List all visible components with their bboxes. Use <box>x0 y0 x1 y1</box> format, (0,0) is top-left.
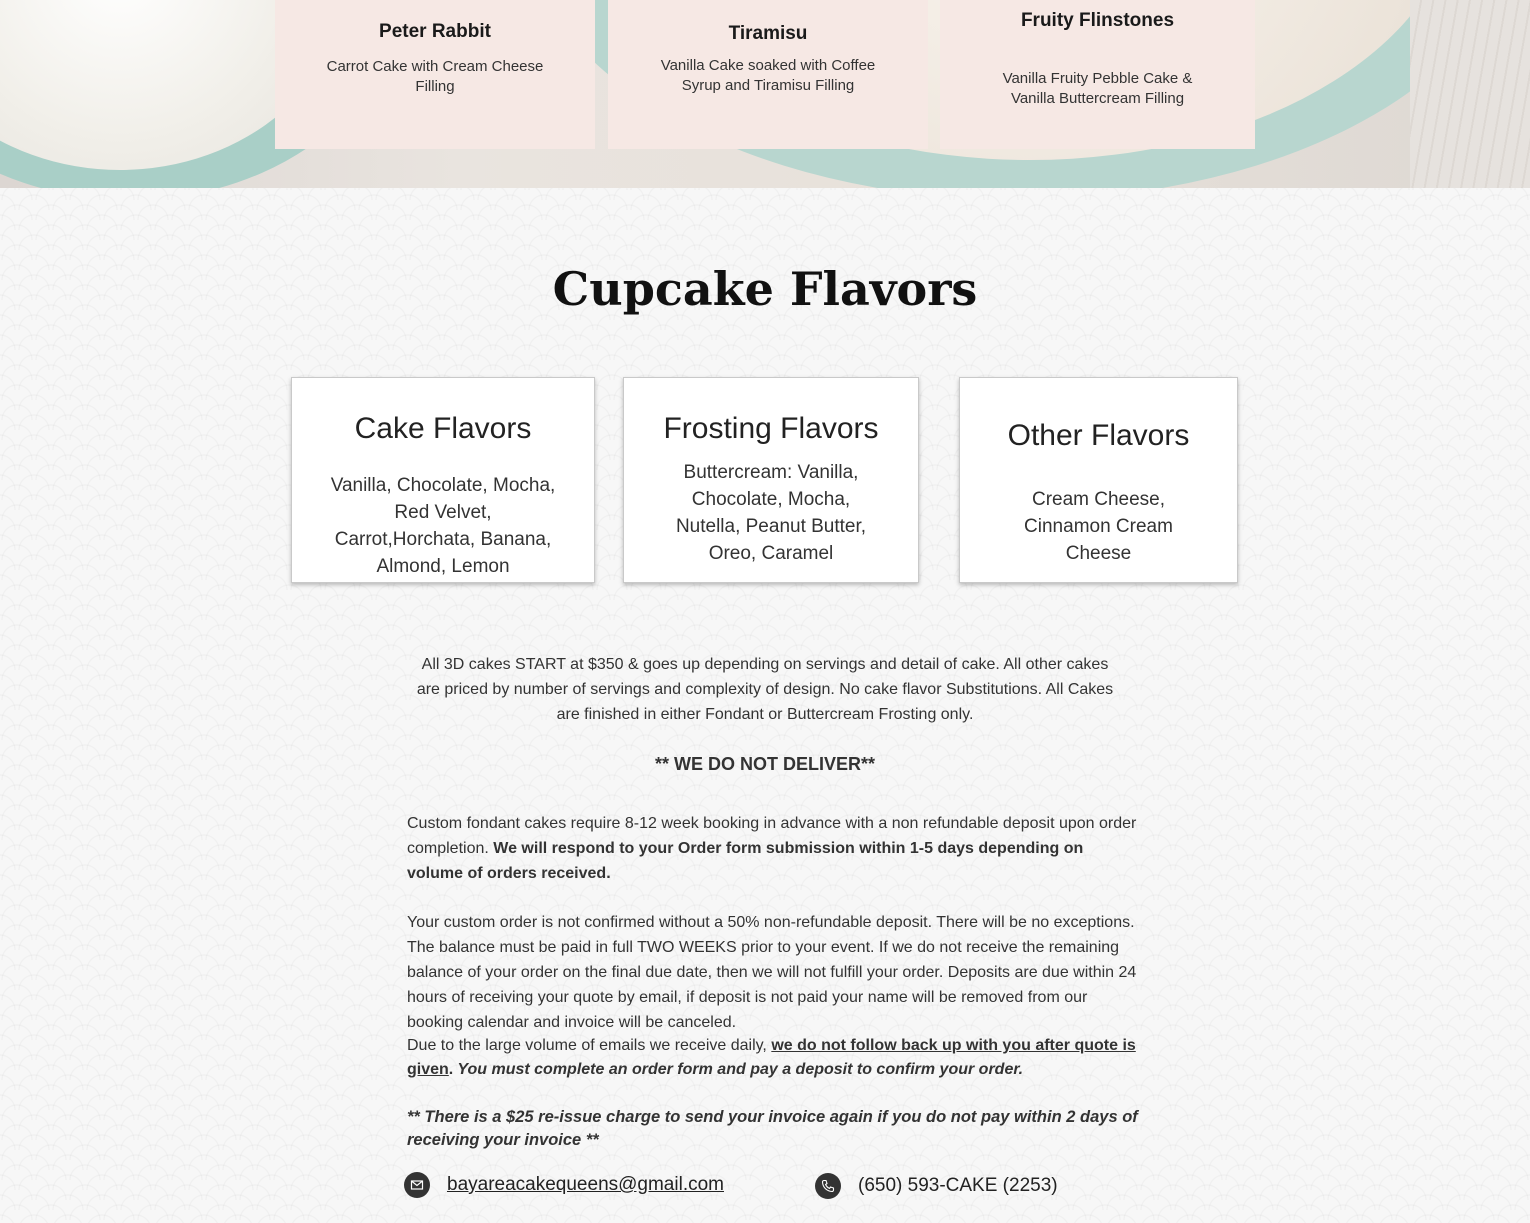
flavor-box-cake <box>291 377 595 583</box>
cake-card-fruity-flinstones <box>940 0 1255 149</box>
cake-card-description: Vanilla Cake soaked with Coffee Syrup and Tiramisu Filling <box>660 57 876 94</box>
email-link[interactable]: bayareacakequeens@gmail.com <box>447 1174 724 1195</box>
no-delivery-notice: ** WE DO NOT DELIVER** <box>654 754 876 774</box>
flavor-box-text: Buttercream: Vanilla, Chocolate, Mocha, Nutella, Peanut Butter, Oreo, Caramel <box>675 462 867 564</box>
followup-period: . <box>448 1061 454 1078</box>
booking-response-text: We will respond to your Order form submission within 1-5 days depending on volume of orders received. <box>407 840 1084 882</box>
cake-card-title: Fruity Flinstones <box>1020 10 1175 31</box>
deposit-paragraph: Your custom order is not confirmed without a 50% non-refundable deposit. There will be no exceptions. The balance must be paid in full TWO WEEKS prior to your event. If we do not receive the remaining balance of your order on the final due date, then we will not fulfill your order. Deposits are due within 24 hours of receiving your quote by email, if deposit is not paid your name will be removed from our booking calendar and invoice will be canceled. <box>407 914 1137 1031</box>
flavor-box-title: Other Flavors <box>1007 419 1190 452</box>
wood-surface <box>1410 0 1530 188</box>
section-title: Cupcake Flavors <box>552 262 978 316</box>
followup-paragraph <box>407 1034 1142 1082</box>
followup-text: Due to the large volume of emails we receive daily, <box>407 1037 772 1054</box>
cake-card-tiramisu <box>608 0 928 149</box>
booking-text: Custom fondant cakes require 8-12 week booking in advance with a non refundable deposit upon order completion. <box>407 815 1137 857</box>
flavor-box-text: Vanilla, Chocolate, Mocha, Red Velvet, Carrot,Horchata, Banana, Almond, Lemon <box>330 475 556 577</box>
followup-underlined: we do not follow back up with you after quote is given <box>407 1037 1136 1078</box>
booking-paragraph <box>407 811 1142 886</box>
flavor-box-title: Cake Flavors <box>354 412 532 445</box>
flavor-box-text: Cream Cheese, Cinnamon Cream Cheese <box>1024 489 1173 564</box>
cake-card-peter-rabbit <box>275 0 595 149</box>
pricing-note: All 3D cakes START at $350 & goes up depending on servings and detail of cake. All other cakes are priced by number of servings and complexity of design. No cake flavor Substitutions. All Cakes are finished in either Fondant or Buttercream Frosting only. <box>416 656 1114 723</box>
cake-card-title: Peter Rabbit <box>379 21 491 42</box>
cake-card-description: Carrot Cake with Cream Cheese Filling <box>326 58 544 95</box>
cake-card-description: Vanilla Fruity Pebble Cake & Vanilla Buttercream Filling <box>1002 70 1193 107</box>
mail-icon <box>404 1172 430 1198</box>
phone-number[interactable]: (650) 593-CAKE (2253) <box>858 1175 1058 1196</box>
cake-card-title: Tiramisu <box>728 23 808 44</box>
followup-italic: You must complete an order form and pay a deposit to confirm your order. <box>453 1061 1024 1078</box>
flavor-box-title: Frosting Flavors <box>663 412 879 445</box>
phone-icon <box>815 1173 841 1199</box>
flavor-box-frosting <box>623 377 919 583</box>
flavor-box-other <box>959 377 1238 583</box>
reissue-note: ** There is a $25 re-issue charge to send your invoice again if you do not pay within 2 days of receiving your invoice ** <box>407 1108 1138 1149</box>
